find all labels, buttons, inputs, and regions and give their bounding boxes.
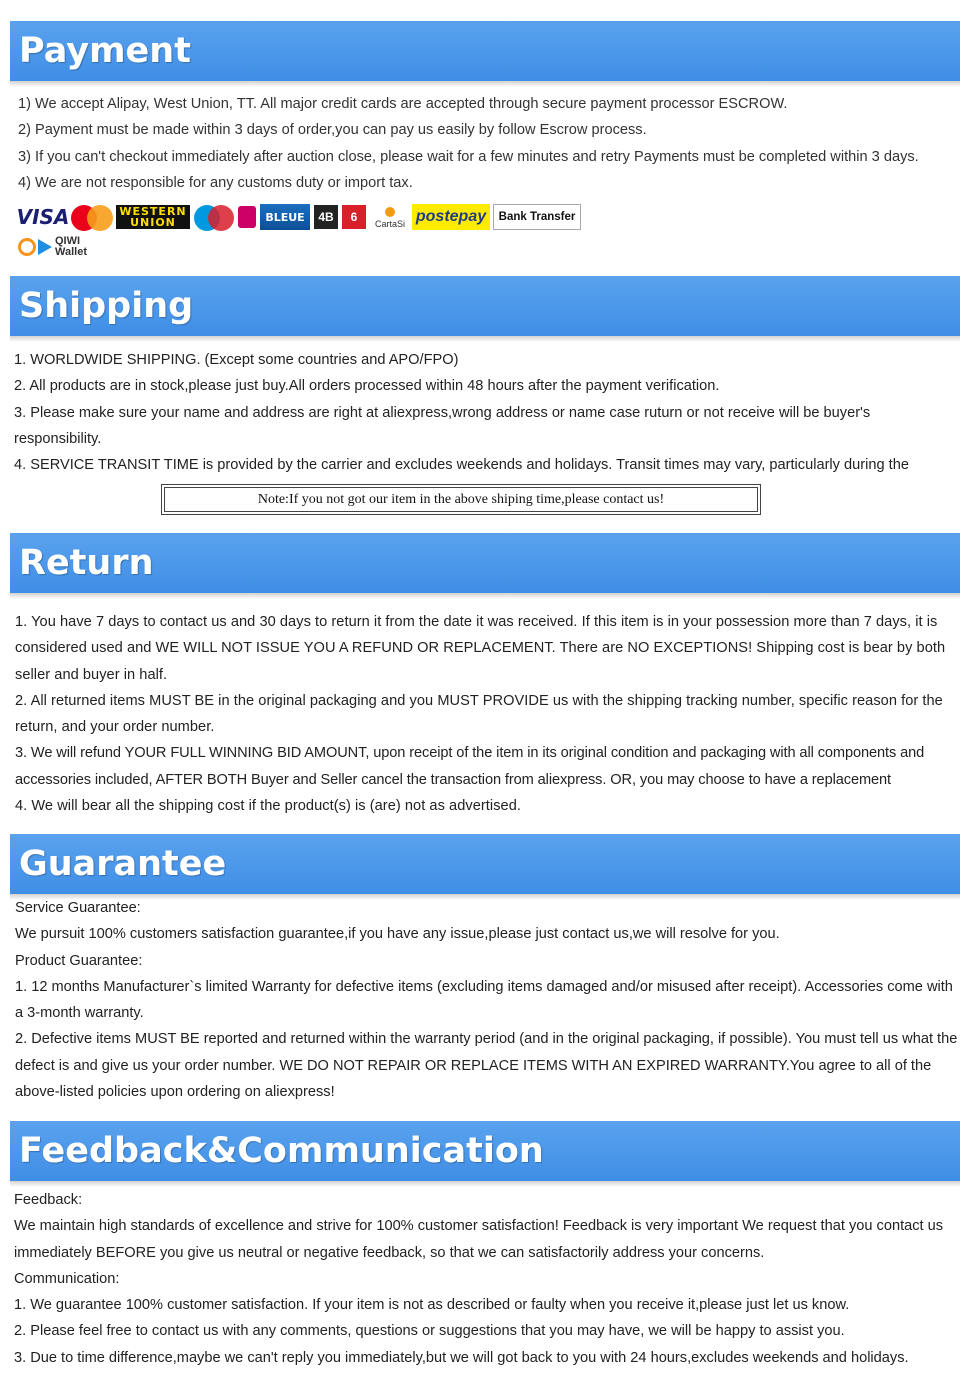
return-item: 4. We will bear all the shipping cost if the product(s) is (are) not as advertised. [15, 798, 521, 815]
guarantee-item: Product Guarantee: [15, 952, 143, 969]
shipping-item: 1. WORLDWIDE SHIPPING. (Except some countries and APO/FPO) [14, 352, 459, 368]
western-union-line2: UNION [130, 216, 176, 229]
western-union-logo [116, 205, 190, 229]
guarantee-item: 1. 12 months Manufacturer`s limited Warranty for defective items (excluding items damaged and/or misused after receipt). Accessories come with a 3-month warranty. [15, 978, 953, 1022]
feedback-banner [10, 1121, 960, 1181]
return-item: 3. We will refund YOUR FULL WINNING BID AMOUNT, upon receipt of the item in its original condition and packaging with all components and accessories included, AFTER BOTH Buyer and Seller cancel the transaction from aliexpress. OR, you may choose to have a replacement [15, 745, 925, 788]
banner-shadow [10, 336, 960, 342]
payment-item: 2) Payment must be made within 3 days of order,you can pay us easily by follow Escrow process. [18, 122, 647, 139]
shipping-note-box [161, 484, 761, 515]
banner-shadow [10, 593, 960, 599]
guarantee-item: We pursuit 100% customers satisfaction guarantee,if you have any issue,please just contact us,we will resolve for you. [15, 926, 780, 943]
shipping-item: 2. All products are in stock,please just buy.All orders processed within 48 hours after the payment verification. [14, 378, 720, 395]
return-list [15, 609, 963, 819]
return-banner [10, 533, 960, 593]
cartasi-logo [370, 204, 410, 232]
feedback-item: Communication: [14, 1270, 120, 1287]
payment-item: 1) We accept Alipay, West Union, TT. All major credit cards are accepted through secure payment processor ESCROW. [18, 96, 788, 112]
shipping-item: 4. SERVICE TRANSIT TIME is provided by the carrier and excludes weekends and holidays. Transit times may vary, particularly during the [14, 457, 909, 473]
feedback-item: 2. Please feel free to contact us with any comments, questions or suggestions that you may have, we will be happy to assist you. [14, 1323, 845, 1340]
western-union-line1: WESTERN [119, 205, 187, 218]
maestro-logo [194, 205, 234, 231]
carte-bleue-logo: BLEUE [260, 204, 310, 230]
banner-shadow [10, 81, 960, 87]
feedback-title: Feedback&Communication [19, 1131, 544, 1171]
visa-logo: VISA [16, 205, 70, 229]
feedback-item: Feedback: [14, 1192, 83, 1208]
wallet-text: Wallet [55, 246, 87, 258]
payment-title: Payment [19, 31, 191, 71]
qiwi-wallet-logo [18, 234, 108, 260]
cartasi-text: CartaSi [374, 219, 405, 229]
payment-list [18, 91, 963, 196]
guarantee-title: Guarantee [19, 844, 227, 884]
guarantee-item: Service Guarantee: [15, 900, 141, 916]
shipping-banner [10, 276, 960, 336]
shipping-title: Shipping [19, 286, 194, 326]
shipping-list [14, 347, 954, 473]
feedback-list [14, 1187, 962, 1371]
payment-item: 3) If you can't checkout immediately after auction close, please wait for a few minutes and retry Payments must be completed within 3 days. [18, 148, 919, 165]
feedback-item: We maintain high standards of excellence and strive for 100% customer satisfaction! Feedback is very important We request that you contact us immediately BEFORE you give us neutral or negative feedback, so that we can satisfactorily address your concerns. [14, 1218, 944, 1261]
feedback-item: 1. We guarantee 100% customer satisfaction. If your item is not as described or faulty when you receive it,please just let us know. [14, 1297, 850, 1314]
guarantee-banner [10, 834, 960, 894]
payment-logos [18, 202, 598, 262]
mastercard-logo [71, 205, 113, 231]
guarantee-item: 2. Defective items MUST BE reported and returned within the warranty period (and in the original packaging, if possible). You must tell us what the defect is and give us your order number. WE DO NOT REPAIR OR REPLACE ITEMS WITH AN EXPIRED WARRANTY.You agree to all of the above-listed policies upon ordering on aliexpress! [15, 1031, 958, 1101]
return-item: 2. All returned items MUST BE in the original packaging and you MUST PROVIDE us with the shipping tracking number, specific reason for the return, and your order number. [15, 692, 943, 736]
feedback-item: 3. Due to time difference,maybe we can't reply you immediately,but we will got back to you with 24 hours,excludes weekends and holidays. [14, 1349, 909, 1366]
bank-transfer-logo: Bank Transfer [493, 204, 581, 230]
bank-logo-1: 4B [314, 205, 338, 229]
qiwi-text: QIWI [55, 235, 81, 247]
shipping-note: Note:If you not got our item in the above shiping time,please contact us! [164, 487, 758, 512]
guarantee-list [15, 895, 963, 1105]
payment-item: 4) We are not responsible for any customs duty or import tax. [18, 174, 413, 191]
ideal-logo [238, 206, 256, 228]
bank-logo-2: 6 [342, 205, 366, 229]
shipping-item: 3. Please make sure your name and address are right at aliexpress,wrong address or name case ruturn or not receive will be buyer's responsibility. [14, 404, 871, 447]
postepay-logo: postepay [412, 204, 490, 230]
return-item: 1. You have 7 days to contact us and 30 days to return it from the date it was received. If this item is in your possession more than 7 days, it is considered used and WE WILL NOT ISSUE YOU A REFUND OR REPLACEMENT. There are NO EXCEPTIONS! Shipping cost is bear by both seller and buyer in half. [15, 614, 946, 683]
return-title: Return [19, 543, 154, 583]
payment-banner [10, 21, 960, 81]
